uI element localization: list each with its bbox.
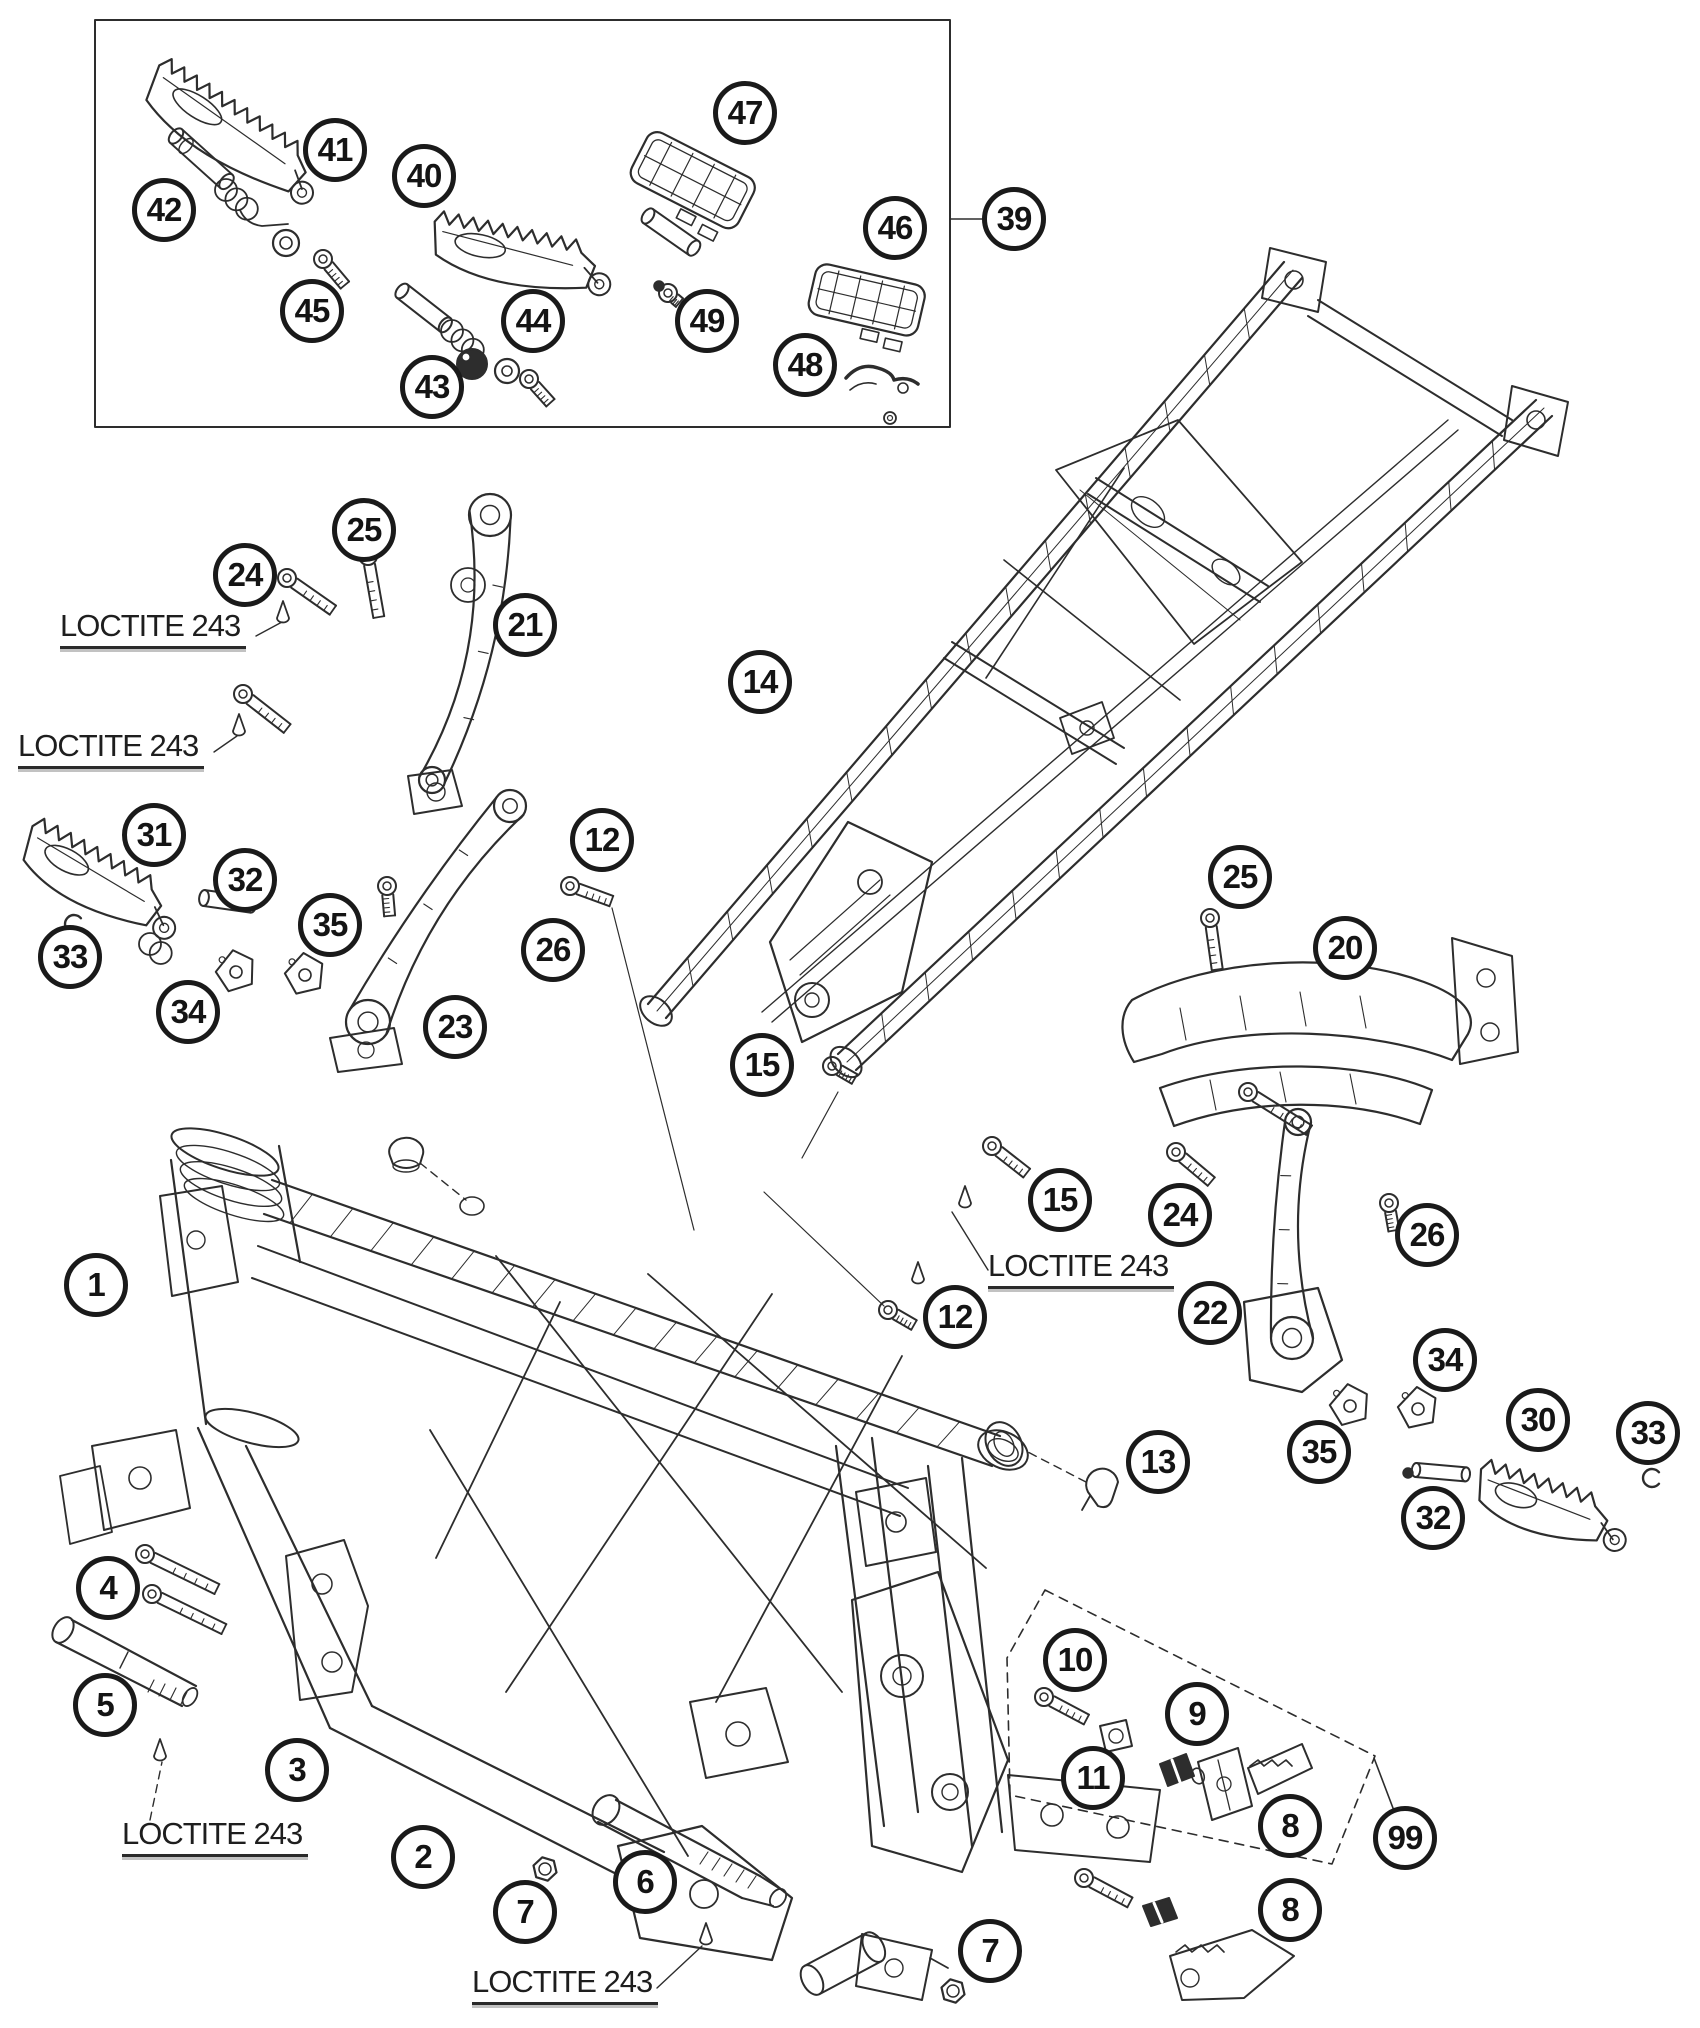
- callout-24-27: 24: [1148, 1183, 1212, 1247]
- callout-30-33: 30: [1506, 1388, 1570, 1452]
- callout-33-20: 33: [38, 925, 102, 989]
- callout-8-48: 8: [1258, 1794, 1322, 1858]
- callout-49-7: 49: [675, 289, 739, 353]
- callout-11-47: 11: [1061, 1746, 1125, 1810]
- loctite-note-0: LOCTITE 243: [60, 608, 246, 649]
- callout-8-50: 8: [1258, 1878, 1322, 1942]
- callout-12-15: 12: [570, 808, 634, 872]
- callout-47-6: 47: [713, 81, 777, 145]
- callout-5-39: 5: [73, 1673, 137, 1737]
- callout-39-10: 39: [982, 187, 1046, 251]
- callout-32-36: 32: [1401, 1486, 1465, 1550]
- callout-15-25: 15: [730, 1033, 794, 1097]
- callout-12-30: 12: [923, 1285, 987, 1349]
- loctite-note-4: LOCTITE 243: [122, 1816, 308, 1857]
- loctite-note-3: LOCTITE 243: [472, 1964, 658, 2005]
- callout-34-32: 34: [1413, 1328, 1477, 1392]
- callout-20-24: 20: [1313, 916, 1377, 980]
- callout-21-13: 21: [493, 593, 557, 657]
- callout-33-34: 33: [1616, 1401, 1680, 1465]
- callout-13-31: 13: [1126, 1430, 1190, 1494]
- callout-44-5: 44: [501, 289, 565, 353]
- callout-45-3: 45: [280, 279, 344, 343]
- callout-26-28: 26: [1395, 1203, 1459, 1267]
- callout-7-44: 7: [958, 1919, 1022, 1983]
- callout-1-37: 1: [64, 1253, 128, 1317]
- loctite-note-1: LOCTITE 243: [18, 728, 204, 769]
- callout-35-35: 35: [1287, 1420, 1351, 1484]
- callout-14-14: 14: [728, 650, 792, 714]
- callout-24-12: 24: [213, 543, 277, 607]
- callout-43-4: 43: [400, 355, 464, 419]
- callout-46-8: 46: [863, 196, 927, 260]
- callout-4-38: 4: [76, 1556, 140, 1620]
- callout-9-46: 9: [1165, 1682, 1229, 1746]
- callout-25-23: 25: [1208, 845, 1272, 909]
- callout-31-17: 31: [122, 803, 186, 867]
- callout-3-40: 3: [265, 1738, 329, 1802]
- callout-48-9: 48: [773, 333, 837, 397]
- callout-26-16: 26: [521, 918, 585, 982]
- callout-35-19: 35: [298, 893, 362, 957]
- callout-10-45: 10: [1043, 1628, 1107, 1692]
- callout-34-21: 34: [156, 980, 220, 1044]
- callout-2-41: 2: [391, 1825, 455, 1889]
- callout-22-29: 22: [1178, 1281, 1242, 1345]
- loctite-note-2: LOCTITE 243: [988, 1248, 1174, 1289]
- callout-23-22: 23: [423, 995, 487, 1059]
- callout-40-1: 40: [392, 144, 456, 208]
- callout-42-2: 42: [132, 178, 196, 242]
- callout-99-49: 99: [1373, 1806, 1437, 1870]
- callout-15-26: 15: [1028, 1168, 1092, 1232]
- callout-32-18: 32: [213, 848, 277, 912]
- callout-7-42: 7: [493, 1880, 557, 1944]
- callout-25-11: 25: [332, 498, 396, 562]
- callout-41-0: 41: [303, 118, 367, 182]
- callout-6-43: 6: [613, 1850, 677, 1914]
